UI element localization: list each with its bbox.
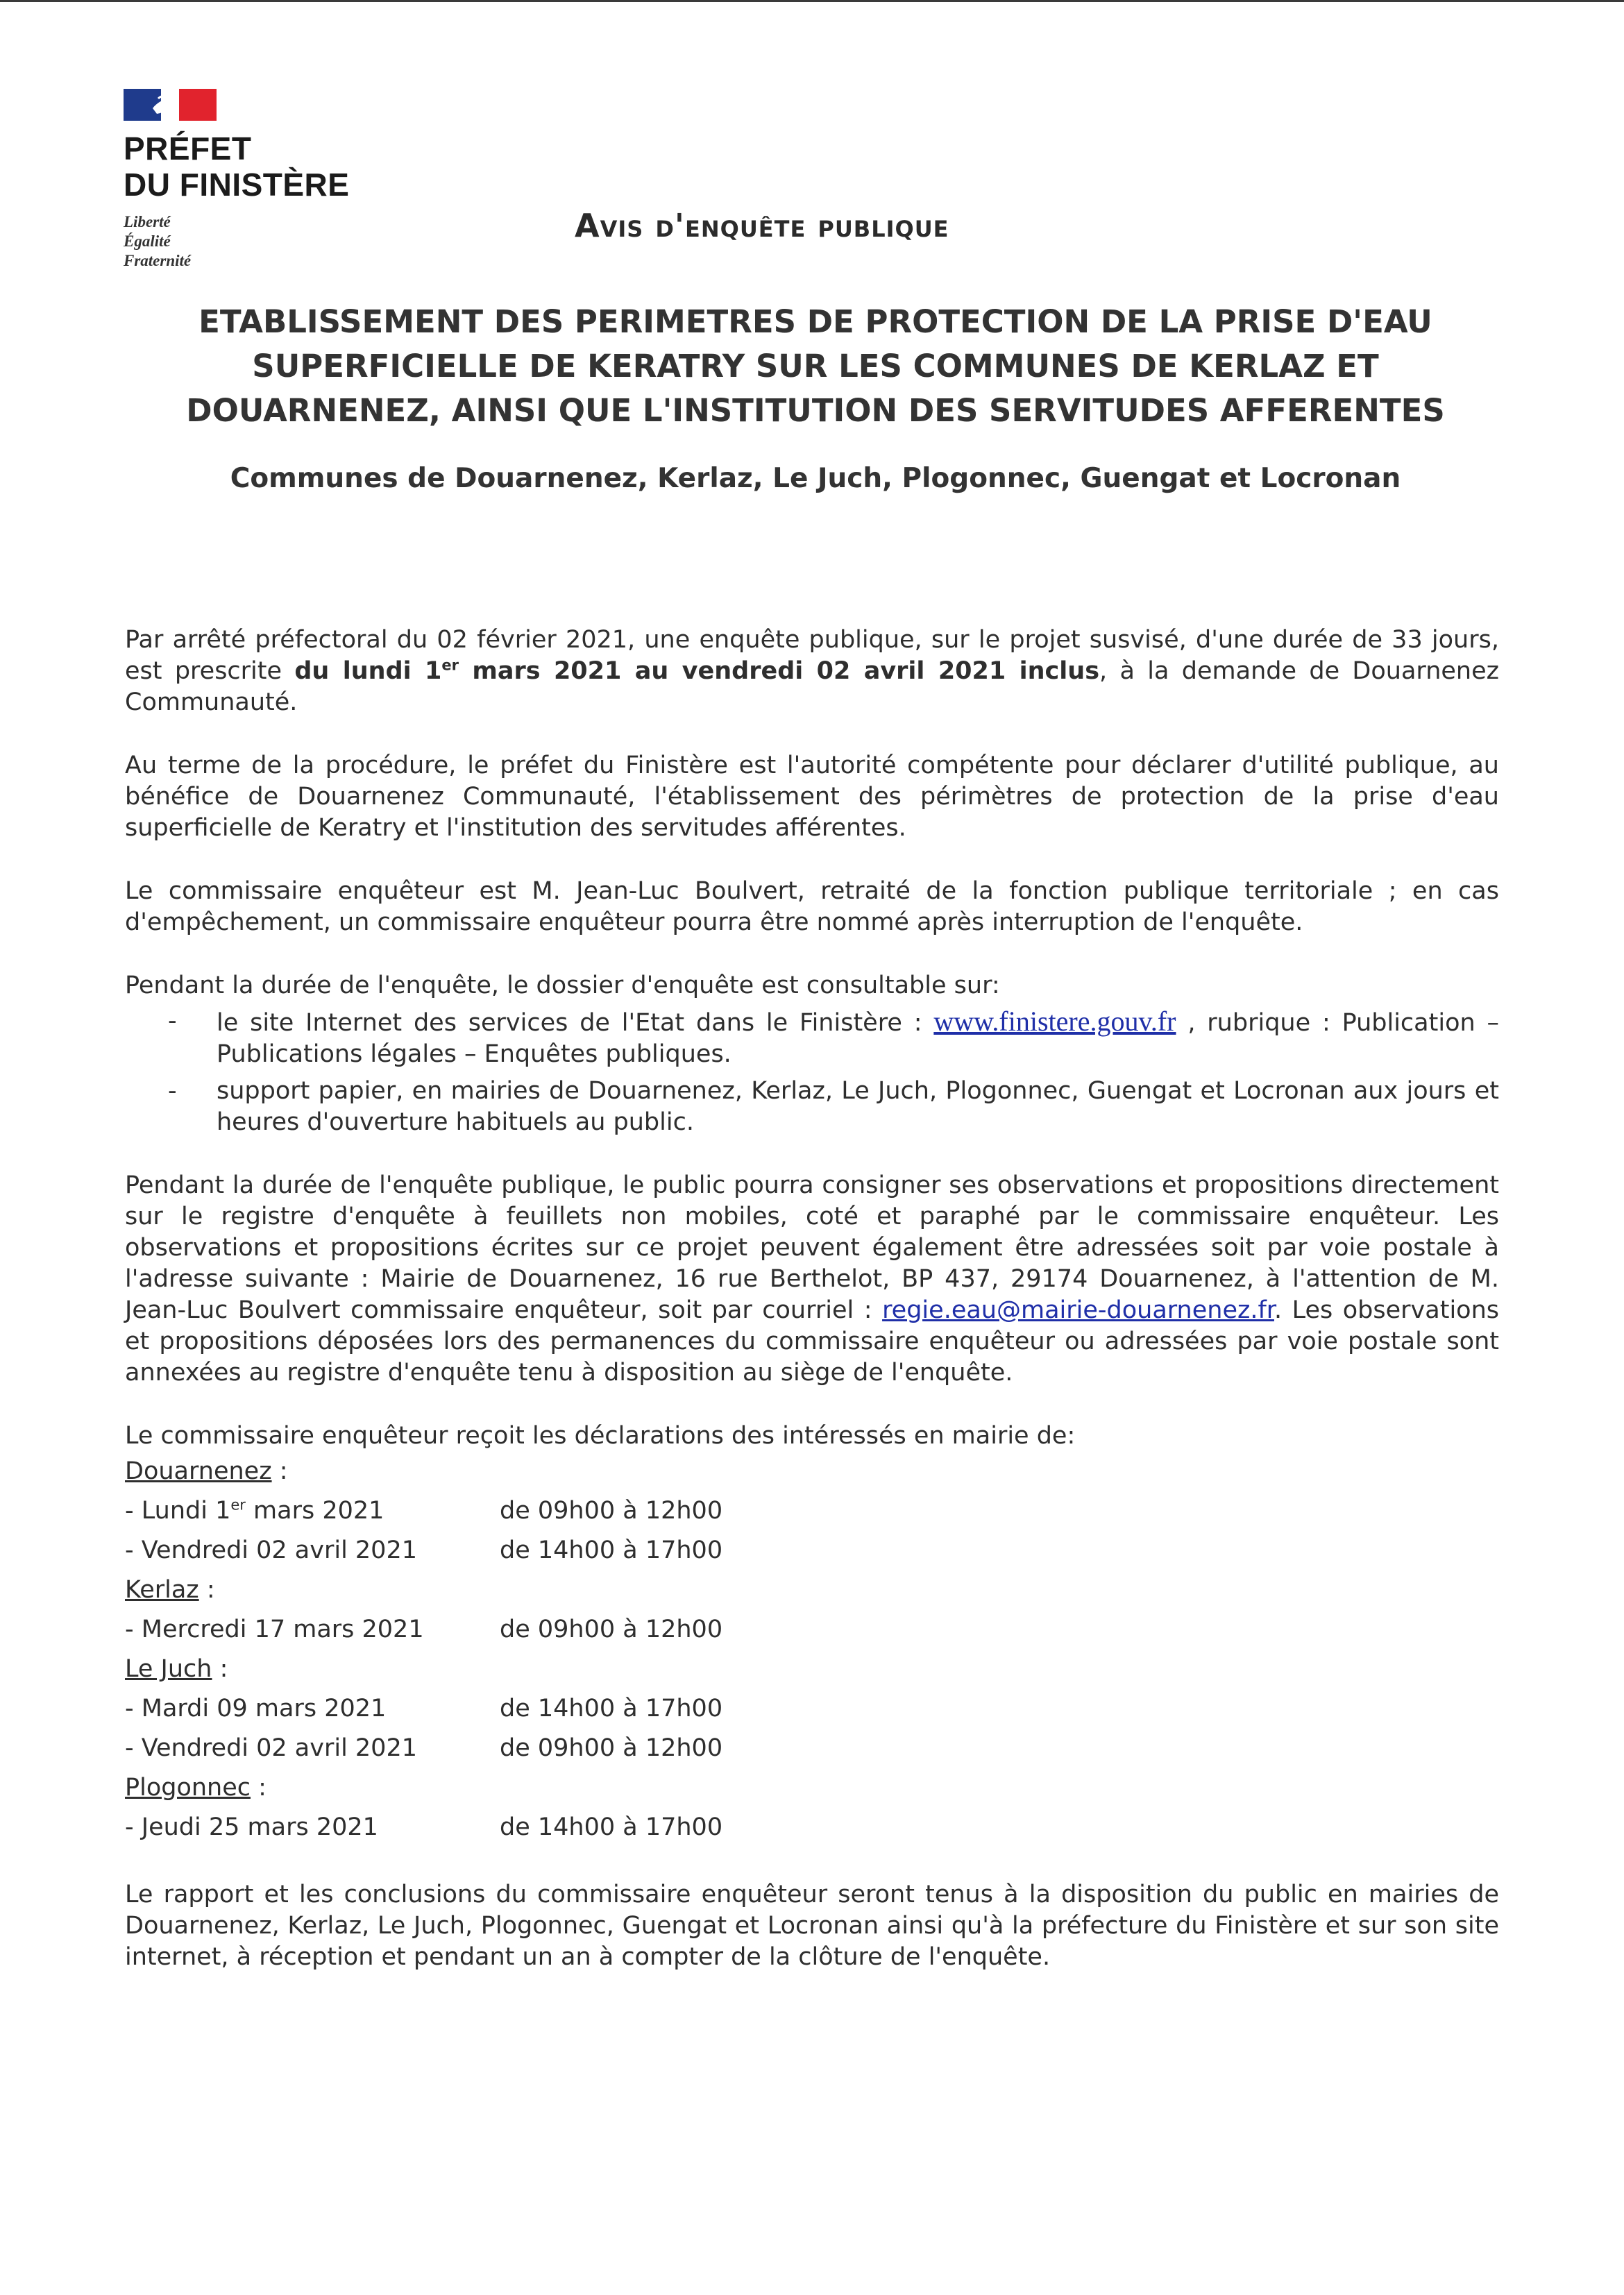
session-hours: de 09h00 à 12h00 — [500, 1734, 723, 1762]
prefecture-name-line: DU FINISTÈRE — [124, 167, 350, 203]
subject-line: DOUARNENEZ, AINSI QUE L'INSTITUTION DES SERVITUDES AFFERENTES — [186, 392, 1445, 429]
text-run: mars 2021 au vendredi 02 avril 2021 inclus — [458, 657, 1100, 685]
prefecture-logo — [124, 89, 349, 271]
document-title: Avis d'enquête publique — [575, 207, 949, 244]
session-day: - Mardi 09 mars 2021 — [125, 1695, 387, 1722]
text-run: : — [271, 1457, 288, 1485]
text-run: mars 2021 — [245, 1497, 384, 1525]
text-run: : — [212, 1655, 228, 1683]
consultation-intro: Pendant la durée de l'enquête, le dossier d'enquête est consultable sur: — [125, 972, 1000, 999]
schedule-commune — [125, 1650, 1499, 1689]
republic-motto — [124, 212, 349, 271]
motto-line: Fraternité — [124, 252, 192, 269]
notice-body — [125, 625, 1499, 2005]
schedule-commune — [125, 1570, 1499, 1610]
permanence-schedule — [125, 1452, 1499, 1847]
schedule-commune — [125, 1768, 1499, 1808]
schedule-row — [125, 1729, 1499, 1768]
motto-line: Égalité — [124, 232, 171, 250]
session-hours: de 09h00 à 12h00 — [500, 1616, 723, 1643]
bullet-dash: - — [168, 1007, 177, 1035]
text-run: support papier, en mairies de Douarnenez, Kerlaz, Le Juch, Plogonnec, Guengat et Locronan aux jours et heures d'ouverture habituels au public. — [217, 1077, 1499, 1136]
prescription-paragraph — [125, 625, 1499, 718]
schedule-row — [125, 1491, 1499, 1531]
bullet-dash: - — [168, 1077, 177, 1105]
commune-name — [125, 1774, 251, 1802]
text-run: le site Internet des services de l'Etat dans le Finistère : — [217, 1009, 934, 1037]
session-hours: de 14h00 à 17h00 — [500, 1695, 723, 1722]
list-item — [125, 1076, 1499, 1138]
text-run: : — [198, 1576, 215, 1604]
session-day: - Mercredi 17 mars 2021 — [125, 1616, 424, 1643]
commune-name — [125, 1655, 212, 1683]
text-run: , rubrique : Publication – Publications légales – Enquêtes publiques. — [217, 1009, 1500, 1068]
session-hours: de 14h00 à 17h00 — [500, 1813, 723, 1841]
ordinal-suffix: er — [441, 657, 459, 674]
marianne-profile-icon — [150, 93, 180, 117]
subject-heading — [125, 300, 1506, 433]
text-run: - Lundi 1 — [125, 1497, 231, 1525]
communes-heading: Communes de Douarnenez, Kerlaz, Le Juch, Plogonnec, Guengat et Locronan — [230, 463, 1401, 494]
motto-line: Liberté — [124, 213, 171, 230]
session-day: - Vendredi 02 avril 2021 — [125, 1536, 417, 1564]
schedule-commune — [125, 1452, 1499, 1491]
session-hours: de 09h00 à 12h00 — [500, 1497, 723, 1525]
email-link[interactable]: regie.eau@mairie-douarnenez.fr — [882, 1296, 1274, 1324]
commune-name — [125, 1576, 199, 1604]
observations-paragraph — [125, 1170, 1499, 1389]
consultation-list — [125, 1006, 1499, 1138]
text-run: , à la demande de Douarnenez Communauté. — [125, 657, 1500, 716]
prefecture-name-line: PRÉFET — [124, 130, 252, 167]
schedule-row — [125, 1689, 1499, 1729]
text-run: Pendant la durée de l'enquête publique, le public pourra consigner ses observations et propositions directement sur le registre d'enquête à feuillets non mobiles, coté et paraphé par le commissaire enquêteur. Les observations et propositions écrites sur ce projet peuvent également être adressées soit par voie postale à l'adresse suivante : Mairie de Douarnenez, 16 rue Berthelot, BP 437, 29174 Douarnenez, à l'attention de M. Jean-Luc Boulvert commissaire enquêteur, soit par courriel : — [125, 1171, 1499, 1324]
subject-line: ETABLISSEMENT DES PERIMETRES DE PROTECTION DE LA PRISE D'EAU — [198, 303, 1432, 340]
text-run: Le Juch — [125, 1655, 212, 1683]
text-run: du lundi 1 — [294, 657, 442, 685]
schedule-row — [125, 1531, 1499, 1570]
list-item — [125, 1006, 1499, 1070]
commissioner-paragraph: Le commissaire enquêteur est M. Jean-Luc Boulvert, retraité de la fonction publique territoriale ; en cas d'empêchement, un commissaire enquêteur pourra être nommé après interruption de l'enquête. — [125, 877, 1499, 936]
report-paragraph: Le rapport et les conclusions du commissaire enquêteur seront tenus à la disposition du public en mairies de Douarnenez, Kerlaz, Le Juch, Plogonnec, Guengat et Locronan ainsi qu'à la préfecture du Finistère et sur son site internet, à réception et pendant un an à compter de la clôture de l'enquête. — [125, 1881, 1499, 1971]
session-day: - Jeudi 25 mars 2021 — [125, 1813, 378, 1841]
session-hours: de 14h00 à 17h00 — [500, 1536, 723, 1564]
schedule-row — [125, 1808, 1499, 1847]
marianne-flag-icon — [124, 89, 217, 121]
text-run: Kerlaz — [125, 1576, 199, 1604]
enquiry-dates — [294, 657, 1099, 685]
authority-paragraph: Au terme de la procédure, le préfet du Finistère est l'autorité compétente pour déclarer d'utilité publique, au bénéfice de Douarnenez Communauté, l'établissement des périmètres de protection de la prise d'eau superficielle de Keratry et l'institution des servitudes afférentes. — [125, 752, 1499, 842]
prefecture-name — [124, 130, 349, 203]
text-run: . Les observations et propositions déposées lors des permanences du commissaire enquêteur ou adressées par voie postale sont annexées au registre d'enquête tenu à disposition au siège de l'enquête. — [125, 1296, 1499, 1387]
text-run: Plogonnec — [125, 1774, 251, 1802]
schedule-row — [125, 1610, 1499, 1650]
commune-name — [125, 1457, 272, 1485]
subject-line: SUPERFICIELLE DE KERATRY SUR LES COMMUNES DE KERLAZ ET — [252, 348, 1379, 384]
text-run: Par arrêté préfectoral du 02 février 2021, une enquête publique, sur le projet susvisé, d'une durée de 33 jours, est prescrite — [125, 626, 1499, 685]
text-run: Douarnenez — [125, 1457, 272, 1485]
text-run: : — [251, 1774, 267, 1802]
session-day: - Vendredi 02 avril 2021 — [125, 1734, 417, 1762]
schedule-intro: Le commissaire enquêteur reçoit les déclarations des intéressés en mairie de: — [125, 1422, 1076, 1450]
session-day — [125, 1491, 500, 1531]
website-link[interactable]: www.finistere.gouv.fr — [933, 1006, 1176, 1037]
page-top-rule — [0, 0, 1624, 2]
ordinal-suffix: er — [230, 1496, 246, 1514]
